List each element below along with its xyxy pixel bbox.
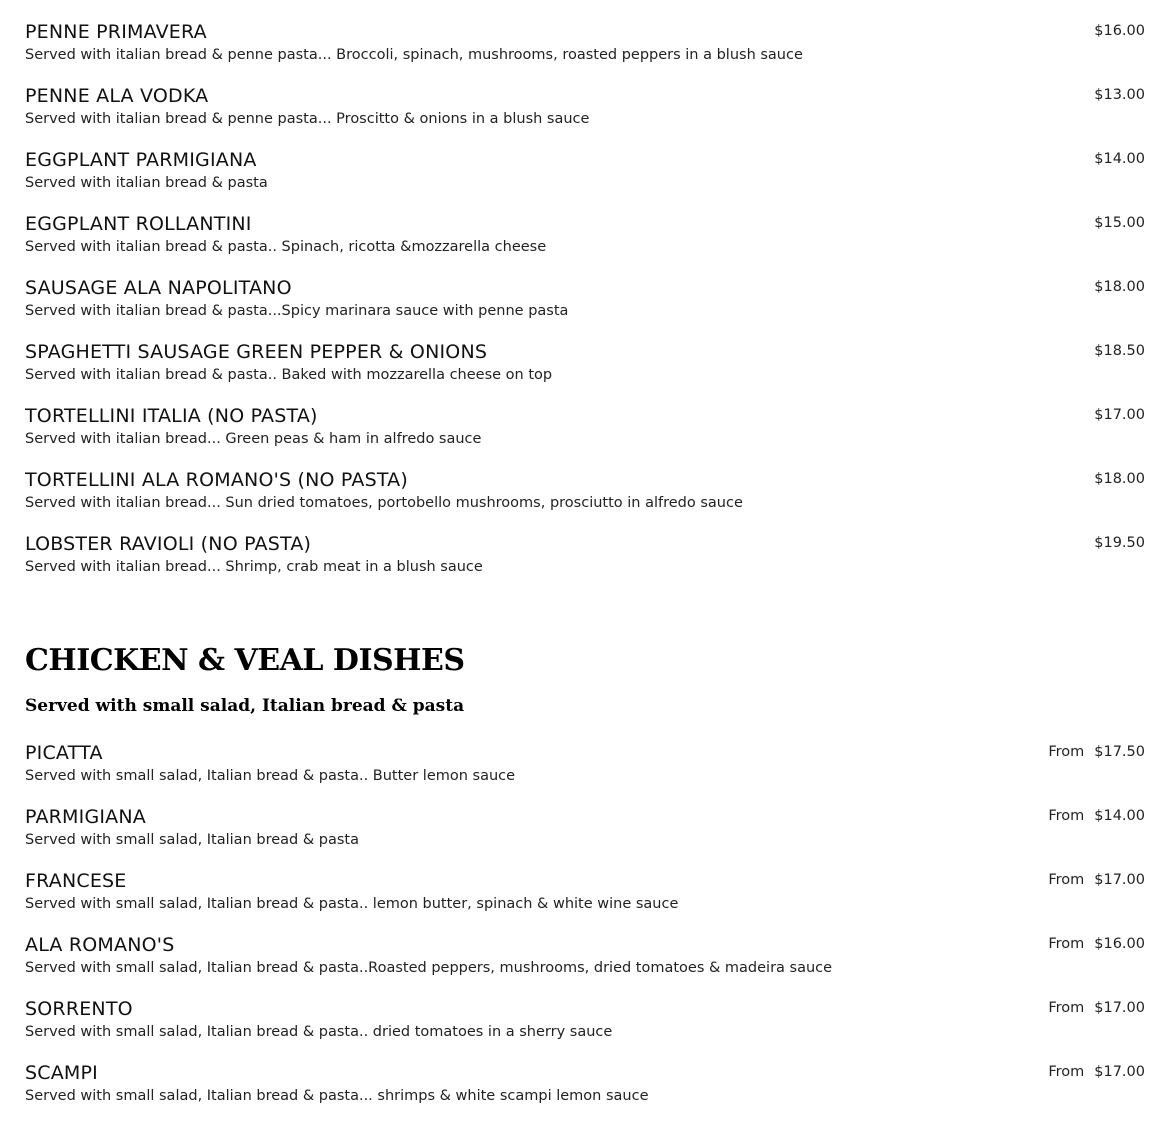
menu-item-description: Served with small salad, Italian bread & pasta — [25, 832, 359, 848]
menu-item-name: FRANCESE — [25, 870, 127, 892]
from-label: From — [1048, 1064, 1085, 1080]
menu-item-price: $17.00 — [1094, 1000, 1145, 1016]
menu-item-price-group — [1048, 1062, 1145, 1082]
menu-item-name: TORTELLINI ALA ROMANO'S (NO PASTA) — [25, 469, 408, 491]
menu-item-description: Served with italian bread & pasta.. Spinach, ricotta &mozzarella cheese — [25, 239, 547, 255]
menu-item-price: $17.00 — [1094, 407, 1145, 423]
menu-item-name: TORTELLINI ITALIA (NO PASTA) — [25, 405, 318, 427]
menu-item-price-group — [1048, 934, 1145, 954]
from-label: From — [1048, 936, 1085, 952]
menu-item-price: $16.00 — [1094, 936, 1145, 952]
menu-item-name: EGGPLANT ROLLANTINI — [25, 213, 252, 235]
section-subtitle: Served with small salad, Italian bread & pasta — [25, 696, 465, 716]
menu-item-price: $17.00 — [1094, 1064, 1145, 1080]
menu-item-description: Served with italian bread... Sun dried tomatoes, portobello mushrooms, prosciutto in alfredo sauce — [25, 495, 743, 511]
menu-item-price-group — [1048, 998, 1145, 1018]
menu-item-description: Served with italian bread & pasta — [25, 175, 268, 191]
menu-item-name: PICATTA — [25, 742, 103, 764]
menu-item-price: $16.00 — [1094, 23, 1145, 39]
menu-item-description: Served with italian bread & pasta...Spicy marinara sauce with penne pasta — [25, 303, 569, 319]
menu-item-name: PENNE PRIMAVERA — [25, 21, 207, 43]
menu-item-name: EGGPLANT PARMIGIANA — [25, 149, 257, 171]
from-label: From — [1048, 872, 1085, 888]
from-label: From — [1048, 744, 1085, 760]
from-label: From — [1048, 1000, 1085, 1016]
menu-item-name: SORRENTO — [25, 998, 133, 1020]
menu-item-price: $14.00 — [1094, 151, 1145, 167]
menu-item-name: LOBSTER RAVIOLI (NO PASTA) — [25, 533, 312, 555]
menu-item-name: SAUSAGE ALA NAPOLITANO — [25, 277, 292, 299]
menu-item-name: SPAGHETTI SAUSAGE GREEN PEPPER & ONIONS — [25, 341, 488, 363]
menu-item-description: Served with italian bread & penne pasta... Proscitto & onions in a blush sauce — [25, 111, 590, 127]
menu-item-price: $18.50 — [1094, 343, 1145, 359]
menu-item-price: $14.00 — [1094, 808, 1145, 824]
menu-item-name: PENNE ALA VODKA — [25, 85, 209, 107]
menu-item-price: $17.50 — [1094, 744, 1145, 760]
menu-item-description: Served with italian bread... Shrimp, crab meat in a blush sauce — [25, 559, 483, 575]
menu-item-description: Served with italian bread & penne pasta... Broccoli, spinach, mushrooms, roasted peppers in a blush sauce — [25, 47, 803, 63]
menu-item-price: $19.50 — [1094, 535, 1145, 551]
menu-item-name: SCAMPI — [25, 1062, 98, 1084]
menu-item-price: $18.00 — [1094, 279, 1145, 295]
menu-item-price-group — [1048, 742, 1145, 762]
menu-item-description: Served with small salad, Italian bread & pasta... shrimps & white scampi lemon sauce — [25, 1088, 649, 1104]
menu-item-description: Served with small salad, Italian bread & pasta.. Butter lemon sauce — [25, 768, 516, 784]
menu-item-price: $15.00 — [1094, 215, 1145, 231]
menu-item-name: PARMIGIANA — [25, 806, 146, 828]
section-title: CHICKEN & VEAL DISHES — [25, 643, 465, 678]
menu-item-price: $18.00 — [1094, 471, 1145, 487]
from-label: From — [1048, 808, 1085, 824]
menu-item-price: $13.00 — [1094, 87, 1145, 103]
menu-item-price-group — [1048, 870, 1145, 890]
menu-item-description: Served with small salad, Italian bread & pasta.. lemon butter, spinach & white wine sauce — [25, 896, 679, 912]
menu-item-name: ALA ROMANO'S — [25, 934, 175, 956]
menu-item-description: Served with small salad, Italian bread & pasta.. dried tomatoes in a sherry sauce — [25, 1024, 613, 1040]
menu-item-price: $17.00 — [1094, 872, 1145, 888]
menu-item-price-group — [1048, 806, 1145, 826]
menu-item-description: Served with small salad, Italian bread & pasta..Roasted peppers, mushrooms, dried tomatoes & madeira sauce — [25, 960, 833, 976]
menu-item-description: Served with italian bread... Green peas & ham in alfredo sauce — [25, 431, 482, 447]
menu-item-description: Served with italian bread & pasta.. Baked with mozzarella cheese on top — [25, 367, 553, 383]
